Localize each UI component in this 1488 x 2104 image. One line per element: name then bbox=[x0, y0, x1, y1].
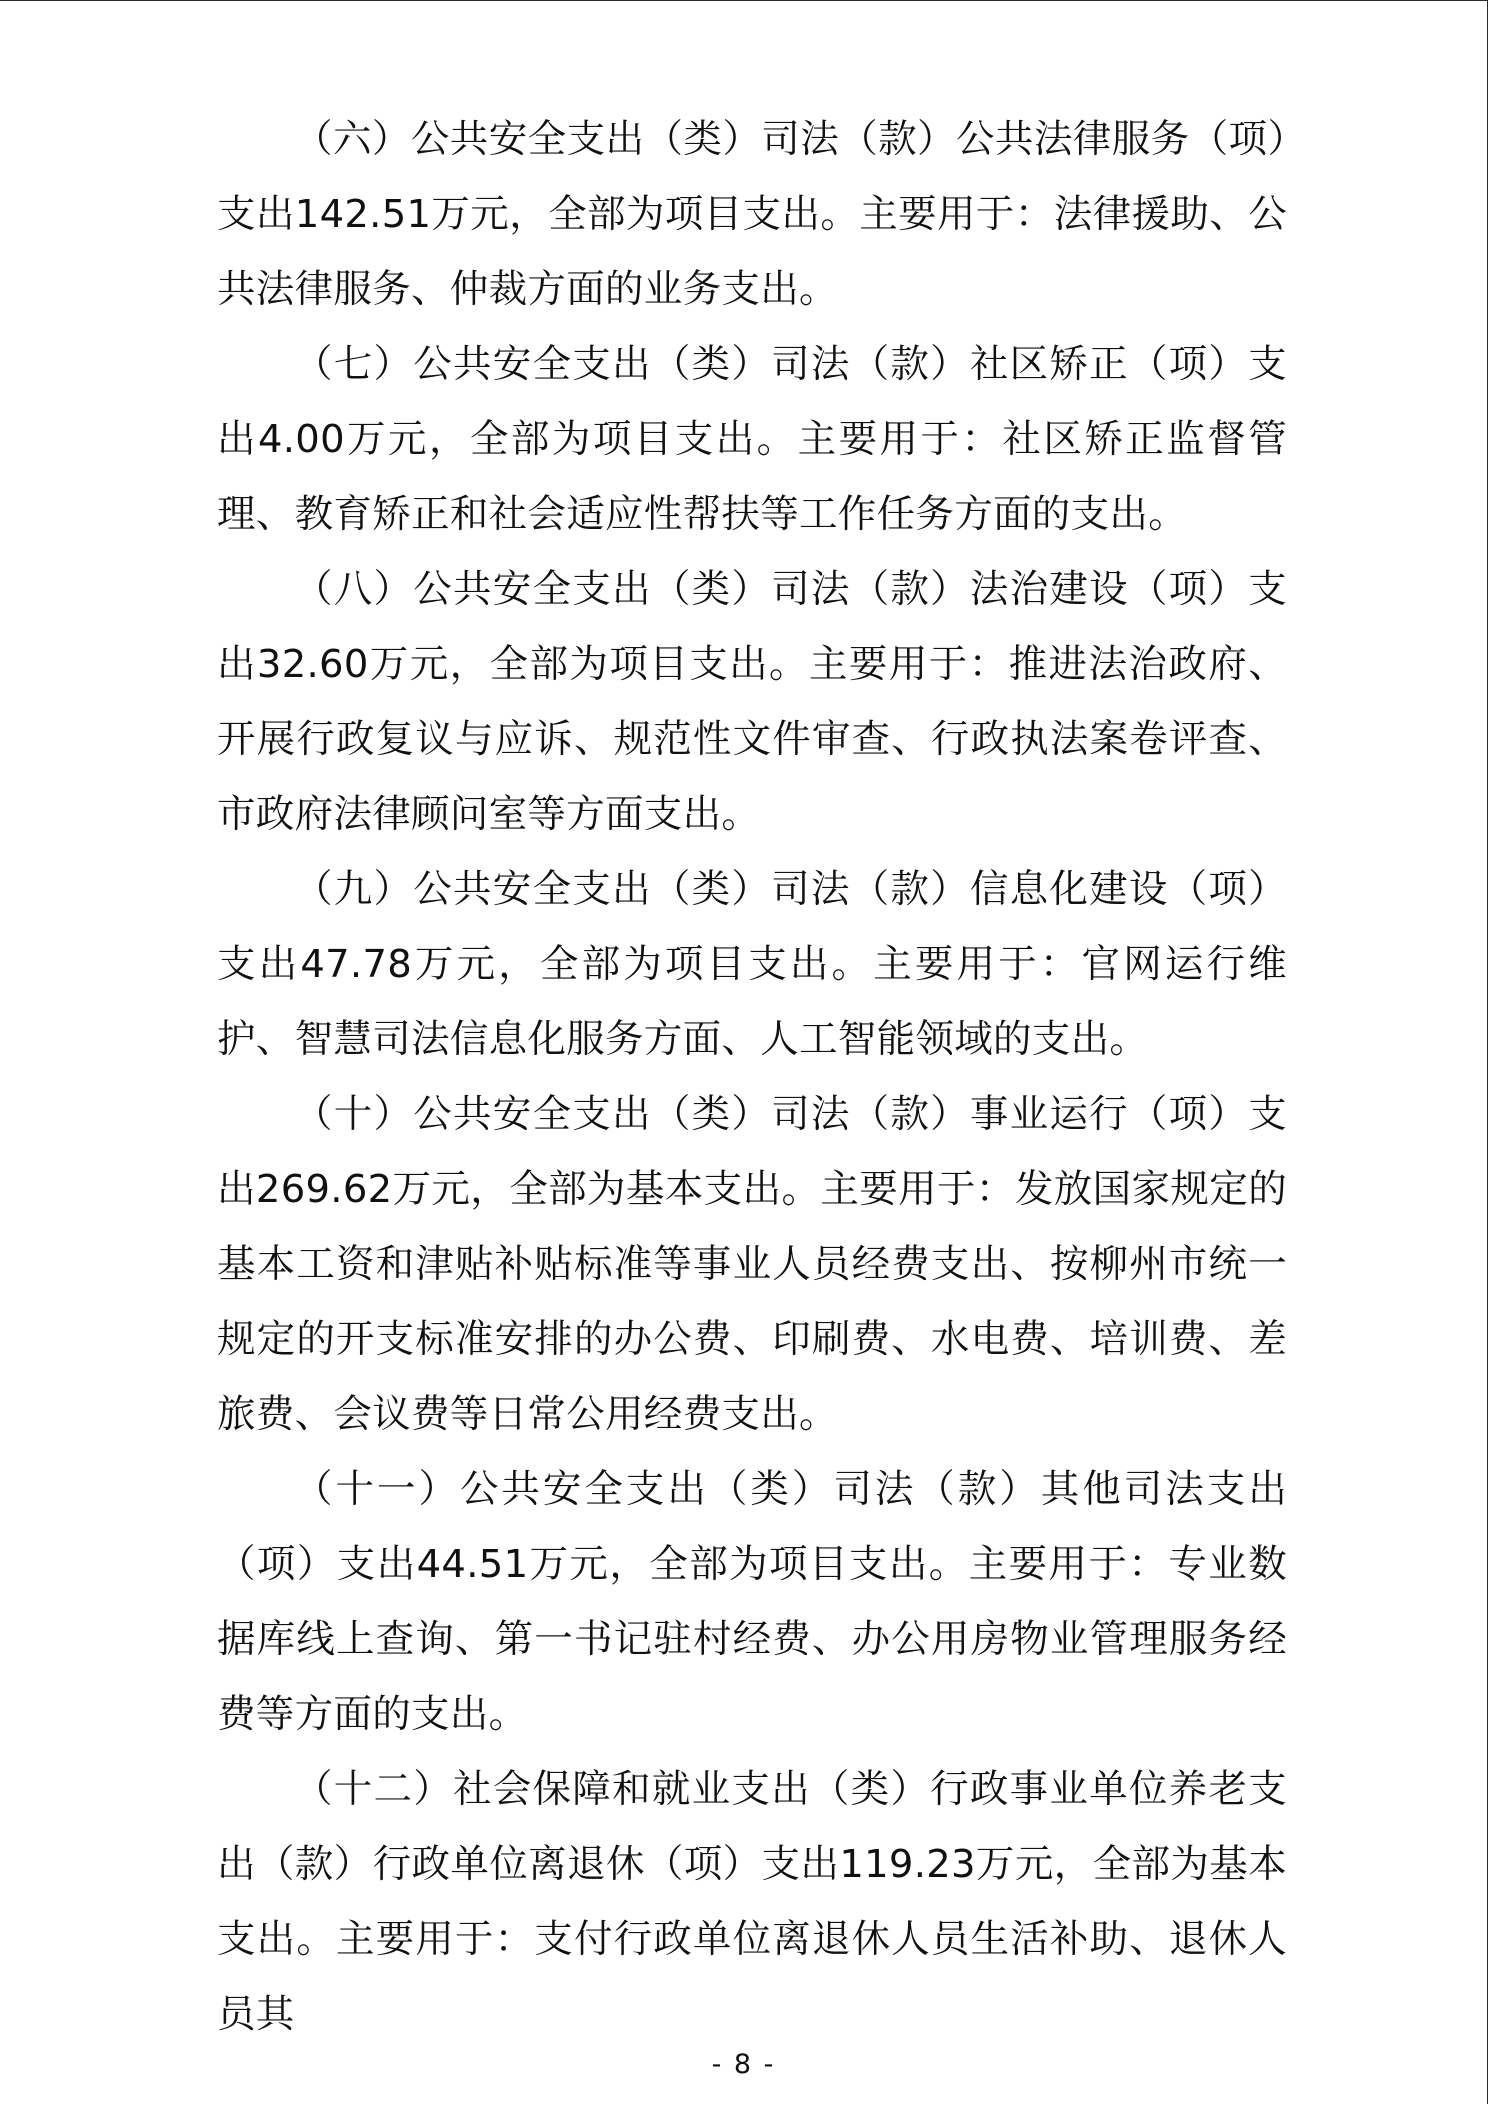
paragraph-6-public-legal-services: （六）公共安全支出（类）司法（款）公共法律服务（项）支出142.51万元，全部为项目支出。主要用于：法律援助、公共法律服务、仲裁方面的业务支出。 bbox=[217, 117, 1287, 312]
paragraph-7-community-correction: （七）公共安全支出（类）司法（款）社区矫正（项）支出4.00万元，全部为项目支出。主要用于：社区矫正监督管理、教育矫正和社会适应性帮扶等工作任务方面的支出。 bbox=[217, 342, 1287, 537]
paragraph-10-institution-operation: （十）公共安全支出（类）司法（款）事业运行（项）支出269.62万元，全部为基本支出。主要用于：发放国家规定的基本工资和津贴补贴标准等事业人员经费支出、按柳州市统一规定的开支标准安排的办公费、印刷费、水电费、培训费、差旅费、会议费等日常公用经费支出。 bbox=[217, 1092, 1287, 1437]
document-body bbox=[217, 102, 1287, 2052]
paragraph-12-retirement-expenditure: （十二）社会保障和就业支出（类）行政事业单位养老支出（款）行政单位离退休（项）支出119.23万元，全部为基本支出。主要用于：支付行政单位离退休人员生活补助、退休人员其 bbox=[217, 1767, 1287, 2037]
page-number: - 8 - bbox=[711, 2049, 776, 2080]
paragraph-11-other-judicial-expenditure: （十一）公共安全支出（类）司法（款）其他司法支出（项）支出44.51万元，全部为项目支出。主要用于：专业数据库线上查询、第一书记驻村经费、办公用房物业管理服务经费等方面的支出。 bbox=[217, 1467, 1287, 1737]
paragraph-8-rule-of-law-construction: （八）公共安全支出（类）司法（款）法治建设（项）支出32.60万元，全部为项目支出。主要用于：推进法治政府、开展行政复议与应诉、规范性文件审查、行政执法案卷评查、市政府法律顾问室等方面支出。 bbox=[217, 567, 1287, 837]
paragraph-9-informatization: （九）公共安全支出（类）司法（款）信息化建设（项）支出47.78万元，全部为项目支出。主要用于：官网运行维护、智慧司法信息化服务方面、人工智能领域的支出。 bbox=[217, 867, 1287, 1062]
